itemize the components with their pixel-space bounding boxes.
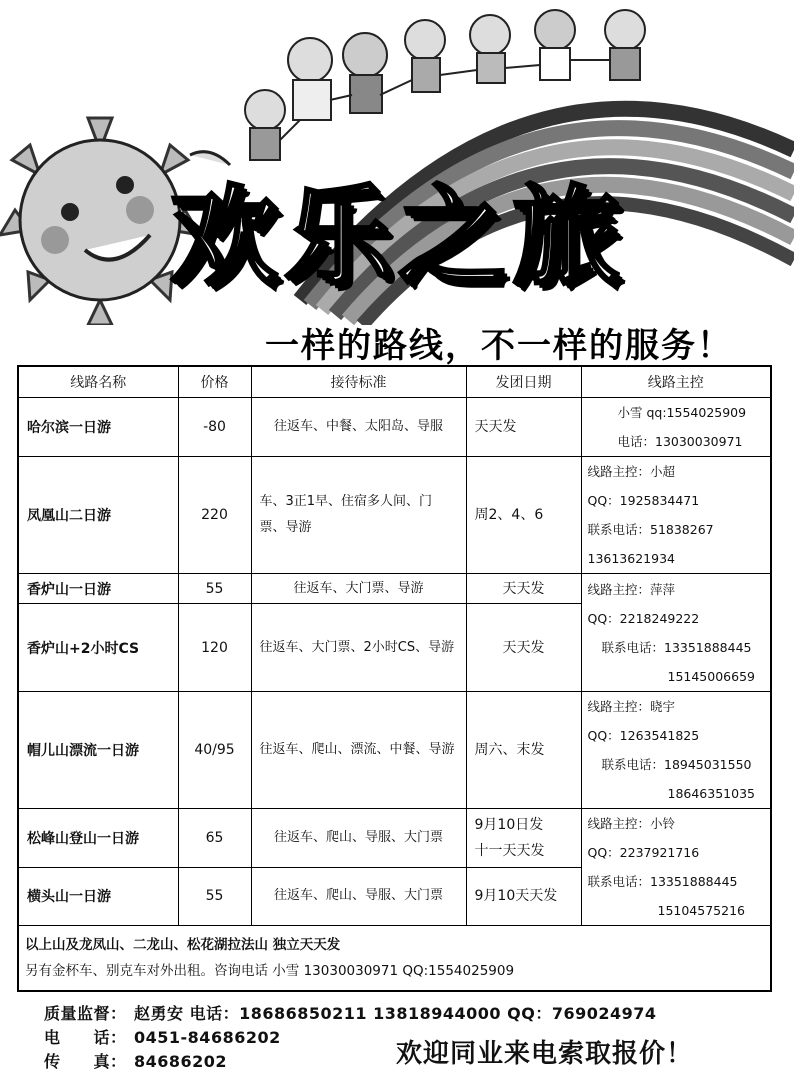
controller-line: 联系电话：51838267 xyxy=(587,522,714,537)
controller-line: QQ：1263541825 xyxy=(587,728,700,743)
controller-line: QQ：2237921716 xyxy=(587,845,700,860)
route-standard: 车、3正1早、住宿多人间、门票、导游 xyxy=(251,457,466,574)
col-header-date: 发团日期 xyxy=(466,366,581,398)
controller-line: 15104575216 xyxy=(657,903,745,918)
route-standard: 往返车、爬山、导服、大门票 xyxy=(251,809,466,868)
route-price: -80 xyxy=(178,398,251,457)
route-name: 凤凰山二日游 xyxy=(18,457,178,574)
table-row xyxy=(18,809,771,868)
route-price: 40/95 xyxy=(178,692,251,809)
routes-table xyxy=(17,365,772,992)
controller-line: QQ：1925834471 xyxy=(587,493,700,508)
route-standard: 往返车、爬山、漂流、中餐、导游 xyxy=(251,692,466,809)
route-date: 周2、4、6 xyxy=(466,457,581,574)
controller-line: 18646351035 xyxy=(667,786,755,801)
notes-cell xyxy=(18,926,771,992)
col-header-standard: 接待标准 xyxy=(251,366,466,398)
fax-value: 84686202 xyxy=(134,1052,228,1071)
note-line-2: 另有金杯车、别克车对外出租。咨询电话 小雪 13030030971 QQ:1554025909 xyxy=(25,963,515,979)
route-controller xyxy=(581,692,771,809)
table-header-row xyxy=(18,366,771,398)
notes-row xyxy=(18,926,771,992)
table-row xyxy=(18,574,771,604)
route-controller xyxy=(581,398,771,457)
note-line-1: 以上山及龙凤山、二龙山、松花湖拉法山 独立天天发 xyxy=(25,937,341,953)
table-row xyxy=(18,398,771,457)
phone-value: 0451-84686202 xyxy=(134,1028,281,1047)
route-date: 9月10天天发 xyxy=(466,867,581,926)
route-controller xyxy=(581,574,771,692)
route-standard: 往返车、爬山、导服、大门票 xyxy=(251,867,466,926)
route-name: 帽儿山漂流一日游 xyxy=(18,692,178,809)
slogan: 一样的路线，不一样的服务！ xyxy=(265,326,733,366)
route-standard: 往返车、中餐、太阳岛、导服 xyxy=(251,398,466,457)
route-controller xyxy=(581,809,771,926)
route-date: 天天发 xyxy=(466,604,581,692)
supervision-value: 赵勇安 电话：18686850211 13818944000 QQ：769024974 xyxy=(134,1004,657,1023)
route-name: 松峰山登山一日游 xyxy=(18,809,178,868)
footer-phone xyxy=(44,1025,281,1048)
footer-fax xyxy=(44,1049,227,1072)
controller-line: 联系电话：13351888445 xyxy=(601,639,752,655)
footer-supervision xyxy=(44,1001,657,1024)
route-date: 9月10日发 十一天天发 xyxy=(466,809,581,868)
route-date: 天天发 xyxy=(466,398,581,457)
fax-label: 传 真： xyxy=(44,1052,127,1071)
controller-line: 13613621934 xyxy=(587,551,675,566)
route-price: 55 xyxy=(178,574,251,604)
controller-line: 小雪 qq:1554025909 xyxy=(617,405,747,420)
route-name: 哈尔滨一日游 xyxy=(18,398,178,457)
route-standard: 往返车、大门票、2小时CS、导游 xyxy=(251,604,466,692)
table-row xyxy=(18,692,771,809)
phone-label: 电 话： xyxy=(44,1028,127,1047)
route-price: 55 xyxy=(178,867,251,926)
supervision-label: 质量监督： xyxy=(44,1004,127,1023)
controller-line: 线路主控：晓宇 xyxy=(587,699,676,714)
controller-line: 线路主控：小铃 xyxy=(587,816,676,831)
controller-line: 15145006659 xyxy=(667,668,755,684)
controller-line: 线路主控：小超 xyxy=(587,464,676,479)
controller-line: 联系电话：13351888445 xyxy=(587,874,738,889)
controller-line: 电话：13030030971 xyxy=(617,434,743,449)
controller-line: 联系电话：18945031550 xyxy=(601,757,752,772)
col-header-controller: 线路主控 xyxy=(581,366,771,398)
route-price: 220 xyxy=(178,457,251,574)
route-name: 横头山一日游 xyxy=(18,867,178,926)
route-price: 65 xyxy=(178,809,251,868)
route-standard: 往返车、大门票、导游 xyxy=(251,574,466,604)
controller-line: 线路主控：萍萍 xyxy=(587,581,676,597)
route-date: 周六、末发 xyxy=(466,692,581,809)
route-name: 香炉山+2小时CS xyxy=(18,604,178,692)
route-controller xyxy=(581,457,771,574)
route-date: 天天发 xyxy=(466,574,581,604)
controller-line: QQ：2218249222 xyxy=(587,610,700,626)
route-name: 香炉山一日游 xyxy=(18,574,178,604)
welcome-text: 欢迎同业来电索取报价！ xyxy=(396,1039,694,1069)
table-row xyxy=(18,457,771,574)
col-header-price: 价格 xyxy=(178,366,251,398)
page-title: 欢乐之旅 xyxy=(170,175,627,300)
col-header-name: 线路名称 xyxy=(18,366,178,398)
route-price: 120 xyxy=(178,604,251,692)
